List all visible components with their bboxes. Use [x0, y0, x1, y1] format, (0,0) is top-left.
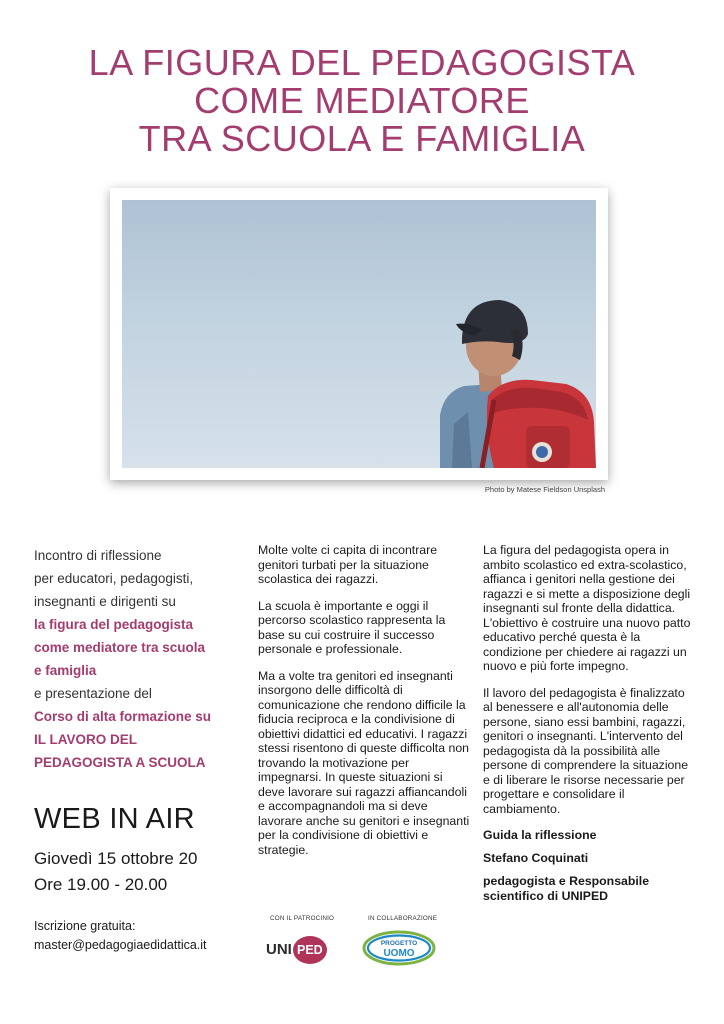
uniped-logo-uni: UNI: [266, 940, 292, 958]
middle-paragraph-2: La scuola è importante e oggi il percorso scolastico rappresenta la base su cui costruire il successo personale e professionale.: [258, 598, 446, 656]
registration-label: Iscrizione gratuita:: [34, 919, 136, 933]
progetto-logo-bottom-text: UOMO: [383, 948, 415, 959]
boy-with-backpack-image: [122, 200, 596, 468]
photo-credit: Photo by Matese Fieldson Unsplash: [484, 485, 605, 494]
guide-label: Guida la riflessione: [483, 828, 597, 842]
left-column: [34, 544, 249, 774]
collaboration-label: IN COLLABORAZIONE: [368, 915, 438, 922]
poster-title: [0, 44, 724, 158]
registration-info: [34, 917, 207, 955]
intro-line-1: Incontro di riflessione: [34, 548, 162, 563]
event-datetime: [34, 846, 198, 898]
course-line-1: Corso di alta formazione su: [34, 709, 212, 724]
uniped-logo-ped: PED: [293, 936, 327, 964]
speaker-name: Stefano Coquinati: [483, 851, 589, 865]
event-date: Giovedì 15 ottobre 20: [34, 849, 198, 868]
uniped-logo: [266, 936, 327, 964]
highlight-topic-line-1: la figura del pedagogista: [34, 617, 194, 632]
patronage-label: CON IL PATROCINIO: [270, 915, 335, 922]
highlight-topic-line-2: come mediatore tra scuola: [34, 640, 206, 655]
title-line-2: COME MEDIATORE: [194, 80, 530, 121]
progetto-uomo-logo: [362, 930, 436, 966]
right-paragraph-1: La figura del pedagogista opera in ambito scolastico ed extra-scolastico, affianca i genitori nella gestione dei ragazzi e si mette a disposizione degli insegnanti sul fronte della didattica. L'obiettivo è costruire una nuovo patto educativo perché questa è la condizione per chiedere ai ragazzi un nuovo e più forte impegno.: [483, 543, 691, 673]
title-line-1: LA FIGURA DEL PEDAGOGISTA: [88, 42, 636, 83]
progetto-logo-top-text: PROGETTO: [380, 940, 418, 947]
web-in-air-heading: WEB IN AIR: [34, 803, 195, 835]
event-time: Ore 19.00 - 20.00: [34, 875, 168, 894]
registration-email[interactable]: master@pedagogiaedidattica.it: [34, 938, 207, 952]
intro-line-3: insegnanti e dirigenti su: [34, 594, 176, 609]
middle-column: [258, 543, 470, 869]
middle-paragraph-3: Ma a volte tra genitori ed insegnanti insorgono delle difficoltà di comunicazione che rendono difficile la fiducia reciproca e la condivisione di obiettivi didattici ed educativi. I ragazzi stessi risentono di queste difficolta non trovando la motivazione per impegnarsi. In queste situazioni si deve lavorare sui ragazzi affiancandoli e accompagnandoli ma si deve lavorare anche su genitori e insegnanti per la condivisione di obiettivi e strategie.: [258, 668, 470, 857]
right-paragraph-2: Il lavoro del pedagogista è finalizzato al benessere e all'autonomia delle persone, siano essi bambini, ragazzi, genitori o insegnanti. L'intervento del pedagogista dà la possibilità alle persone di comprendere la situazione e di liberare le risorse necessarie per progettare e consolidare il cambiamento.: [483, 685, 689, 816]
right-column: [483, 543, 695, 912]
hero-photo: [122, 200, 596, 468]
presentation-text: e presentazione del: [34, 686, 152, 701]
photo-frame: [110, 188, 608, 480]
speaker-role: pedagogista e Responsabile scientifico di UNIPED: [483, 874, 650, 903]
intro-line-2: per educatori, pedagogisti,: [34, 571, 194, 586]
course-line-3: PEDAGOGISTA A SCUOLA: [34, 755, 206, 770]
middle-paragraph-1: Molte volte ci capita di incontrare genitori turbati per la situazione scolastica dei ragazzi.: [258, 543, 438, 586]
title-line-3: TRA SCUOLA E FAMIGLIA: [138, 118, 586, 159]
highlight-topic-line-3: e famiglia: [34, 663, 97, 678]
course-line-2: IL LAVORO DEL: [34, 732, 138, 747]
